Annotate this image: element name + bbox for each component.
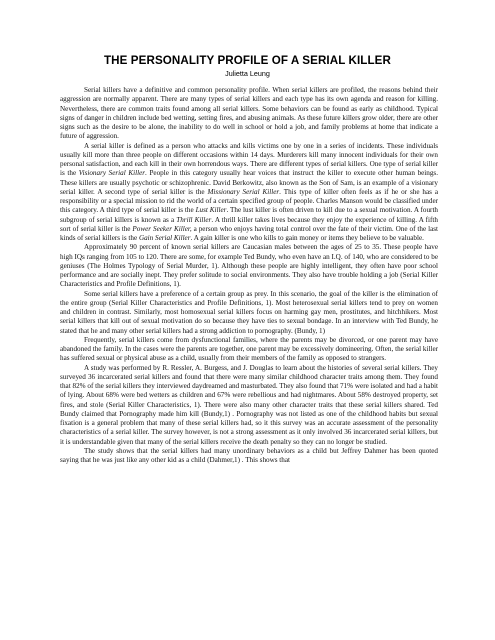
paragraph-types xyxy=(60,142,438,244)
paragraph-text: Serial killers have a definitive and common personality profile. When serial killers are profiled, the reasons behind their aggression are normally apparent. There are many types of serial killers and each type has its own agenda and reason for killing. Nevertheless, there are common traits found among all serial killers. Some behaviors can be found as early as childhood. Typical signs of danger in children include bed wetting, setting fires, and abusing animals. As these future killers grow older, there are other signs such as the desire to be alone, the inability to do well in school or hold a job, and family problems at home that indicate a future of aggression. xyxy=(60,86,438,141)
paragraph-text: Frequently, serial killers come from dysfunctional families, where the parents may be divorced, or one parent may have abandoned the family. In the cases were the parents are together, one parent may be excessively domineering. Often, the serial killer has suffered sexual or physical abuse as a child, usually from their members of the family as opposed to strangers. xyxy=(60,335,438,363)
paragraph-text: The study shows that the serial killers had many unordinary behaviors as a child but Jeffrey Dahmer has been quoted saying that he was just like any other kid as a child (Dahmer,1) . This shows that xyxy=(60,446,438,464)
paragraph-families xyxy=(60,336,438,364)
paragraph-text: . A gain killer is one who kills to gain money or items they believe to be valuable. xyxy=(190,234,424,242)
paragraph-text: . The lust killer is often driven to kill due to a sexual motivation. A fourth subgroup of serial killers is known as a xyxy=(60,206,438,224)
term-visionary-serial-killer: Visionary Serial Killer xyxy=(78,169,146,178)
paragraph-text: Some serial killers have a preference of a certain group as prey. In this scenario, the goal of the killer is the elimination of the entire group (Serial Killer Characteristics and Profile Definitions, 1). Most heterosexual serial killers tend to prey on women and children in contrast. Similarly, most homosexual serial killers focus on harming gay men, prostitutes, and hitchhikers. Most serial killers that kill out of sexual motivation do so because they have ties to sexual bondage. In an interview with Ted Bundy, he stated that he and many other serial killers had a strong addiction to pornography. (Bundy, 1) xyxy=(60,289,438,335)
paragraph-text: A study was performed by R. Ressler, A. Burgess, and J. Douglas to learn about the histories of several serial killers. They surveyed 36 incarcerated serial killers and found that there were many similar childhood character traits among them. They found that 82% of the serial killers they interviewed daydreamed and masturbated. They also found that 71% were isolated and had a habit of lying. About 68% were bed wetters as children and 67% were rebellious and had nightmares. About 58% destroyed property, set fires, and stole (Serial Killer Characteristics, 1). There were also many other character traits that these serial killers shared. Ted Bundy claimed that Pornography made him kill (Bundy,1) . Pornography was not listed as one of the childhood habits but sexual fixation is a general problem that many of these serial killers had, so it this survey was an accurate assessment of the personality characteristics of a serial killer. The survey however, is not a strong assessment as it only involved 36 incarcerated serial killers, but it is understandable given that many of the serial killers receive the death penalty so they can no longer be studied. xyxy=(60,363,438,446)
document-body xyxy=(60,86,438,465)
term-power-seeker-killer: Power Seeker Killer, xyxy=(132,224,192,233)
paragraph-conclusion xyxy=(60,447,438,466)
paragraph-demographics xyxy=(60,243,438,289)
paragraph-text: . This type of killer often feels as if he or she has a responsibility or a special mission to rid the world of a certain specified group of people. Charles Manson would be classified under this category. A third type of serial killer is the xyxy=(60,187,438,215)
paragraph-intro xyxy=(60,86,438,142)
paragraph-text: A serial killer is defined as a person who attacks and kills victims one by one in a series of incidents. These individuals usually kill more than three people on different occasions within 14 days. Murderers kill many innocent individuals for their own personal satisfaction, and each kill in their own horrendous ways. There are different types of serial killers. One type of serial killer is the xyxy=(60,141,438,178)
paragraph-text: . A thrill killer takes lives because they enjoy the experience of killing. A fifth sort of serial killer is the xyxy=(60,215,438,233)
paragraph-text: . People in this category usually hear voices that instruct the killer to execute other human beings. These killers are usually psychotic or schizophrenic. David Berkowitz, also known as the Son of Sam, is an example of a visionary serial killer. A second type of serial killer is the xyxy=(60,169,438,196)
document-author: Julietta Leung xyxy=(225,69,270,78)
document-title: THE PERSONALITY PROFILE OF A SERIAL KILLER xyxy=(104,54,391,67)
term-lust-killer: Lust Killer xyxy=(195,206,227,215)
term-missionary-serial-killer: Missionary Serial Killer xyxy=(207,187,280,196)
term-gain-serial-killer: Gain Serial Killer xyxy=(138,234,191,242)
paragraph-text: Approximately 90 percent of known serial killers are Caucasian males between the ages of 25 to 35. These people have high IQs ranging from 105 to 120. There are some, for example Ted Bundy, who even have an I.Q. of 140, who are considered to be geniuses (The Holmes Typology of Serial Murder, 1). Although these people are highly intelligent, they often have poor school performance and are socially inept. They prefer solitude to social environments. They also have trouble holding a job (Serial Killer Characteristics and Profile Definitions, 1). xyxy=(60,243,438,289)
term-thrill-killer: Thrill Killer xyxy=(176,215,212,224)
paragraph-prey xyxy=(60,290,438,336)
paragraph-text: a person who enjoys having total control over the fate of their victim. One of the last kinds of serial killers is the xyxy=(60,224,438,242)
paragraph-study xyxy=(60,364,438,447)
